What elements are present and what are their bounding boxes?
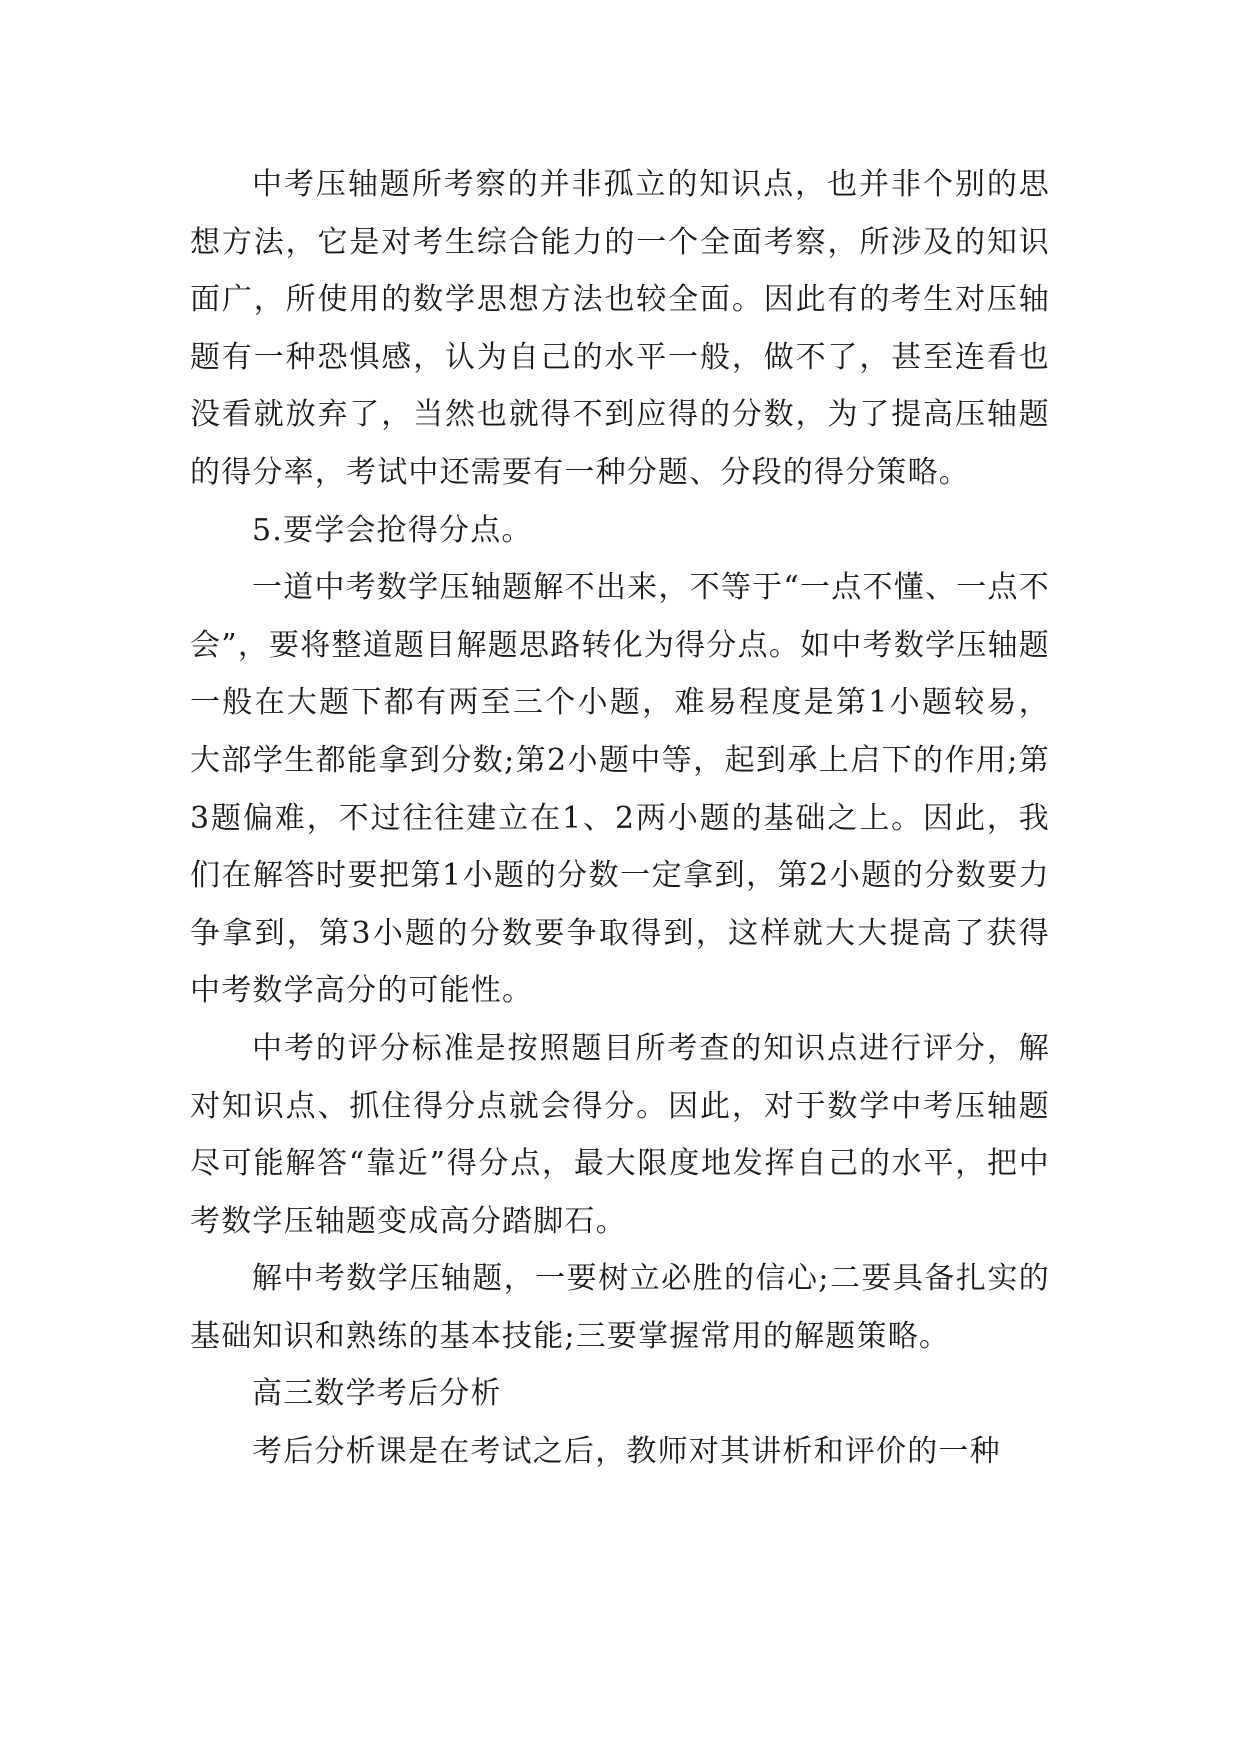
paragraph-grading-standard: 中考的评分标准是按照题目所考查的知识点进行评分，解对知识点、抓住得分点就会得分。因此，对于数学中考压轴题尽可能解答“靠近”得分点，最大限度地发挥自己的水平，把中考数学压轴题变成高分踏脚石。 (190, 1030, 1050, 1239)
section-heading-post-exam-analysis: 高三数学考后分析 (252, 1376, 502, 1412)
paragraph-post-exam-intro: 考后分析课是在考试之后，教师对其讲析和评价的一种 (252, 1434, 1001, 1470)
paragraph-summary: 解中考数学压轴题，一要树立必胜的信心;二要具备扎实的基础知识和熟练的基本技能;三要掌握常用的解题策略。 (190, 1261, 1050, 1354)
paragraph-scoring-strategy: 一道中考数学压轴题解不出来，不等于“一点不懂、一点不会”，要将整道题目解题思路转化为得分点。如中考数学压轴题一般在大题下都有两至三个小题，难易程度是第1小题较易，大部学生都能拿到分数;第2小题中等，起到承上启下的作用;第3题偏难，不过往往建立在1、2两小题的基础之上。因此，我们在解答时要把第1小题的分数一定拿到，第2小题的分数要力争拿到，第3小题的分数要争取得到，这样就大大提高了获得中考数学高分的可能性。 (190, 570, 1050, 1009)
document-body (190, 156, 1050, 1481)
section-heading-scoring-points: 5.要学会抢得分点。 (252, 512, 533, 548)
paragraph-pressure-question-intro: 中考压轴题所考察的并非孤立的知识点，也并非个别的思想方法，它是对考生综合能力的一个全面考察，所涉及的知识面广，所使用的数学思想方法也较全面。因此有的考生对压轴题有一种恐惧感，认为自己的水平一般，做不了，甚至连看也没看就放弃了，当然也就得不到应得的分数，为了提高压轴题的得分率，考试中还需要有一种分题、分段的得分策略。 (190, 167, 1050, 490)
